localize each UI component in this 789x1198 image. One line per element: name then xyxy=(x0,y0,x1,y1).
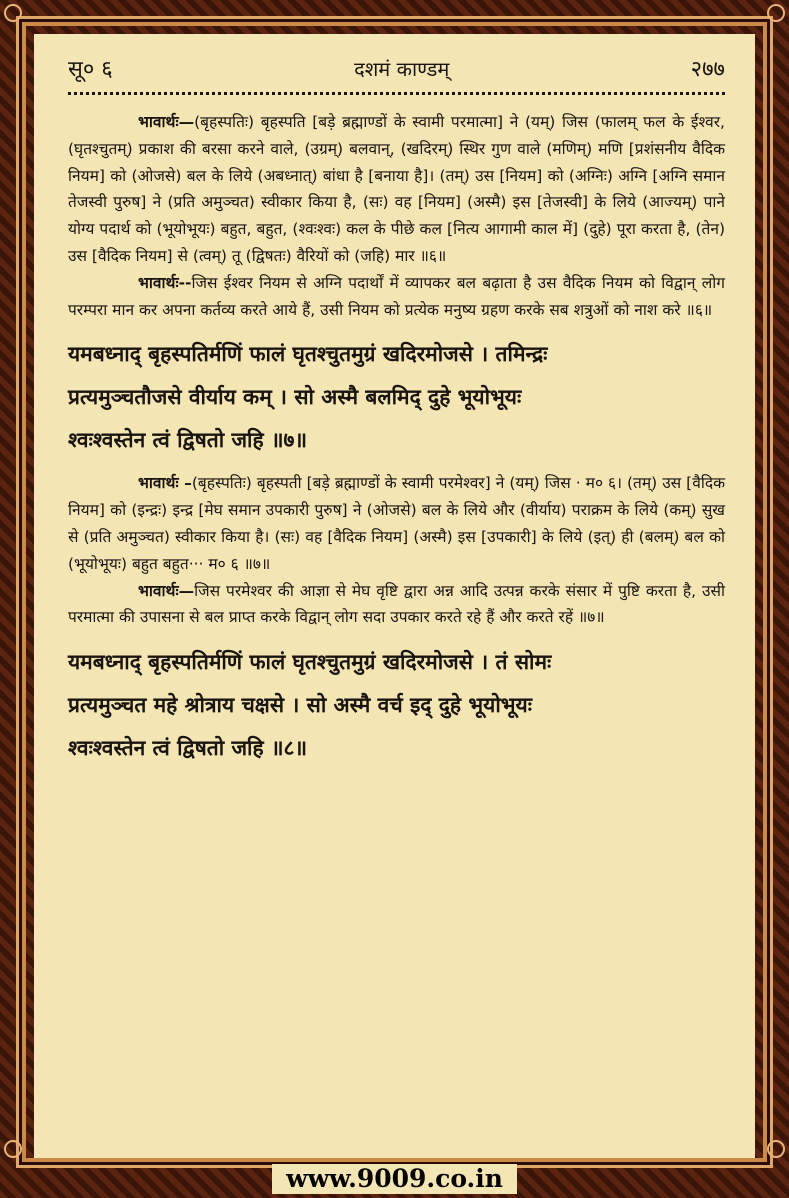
book-page xyxy=(34,34,755,1158)
page-number: २७७ xyxy=(690,57,725,82)
bhavartha-label: भावार्थः— xyxy=(138,581,195,600)
page-title: दशमं काण्डम् xyxy=(354,56,450,81)
bhavartha-text: (बृहस्पतिः) बृहस्पति [बड़े ब्रह्माण्डों के स्वामी परमात्मा] ने (यम्) जिस (फालम् फल के ईश्वर, (घृतश्चुतम्) प्रकाश की बरसा करने वाले, (उग्रम्) बलवान्, (खदिरम्) स्थिर गुण वाले (मणिम्) मणि [प्रशंसनीय वैदिक नियम] को (ओजसे) बल के लिये (अबध्नात्) बांधा है [बनाया है]। (तम्) उस [नियम] को (अग्निः) अग्नि [अग्नि समान तेजस्वी पुरुष] ने (प्रति अमुञ्चत) स्वीकार किया है, (सः) वह [नियम] (अस्मै) इस [तेजस्वी] के लिये (आज्यम्) पाने योग्य पदार्थ को (भूयोभूयः) बहुत, बहुत, (श्वःश्वः) कल के पीछे कल [नित्य आगामी काल में] (दुहे) पूरा करता है, (तेन) उस [वैदिक नियम] से (त्वम्) तू (द्विषतः) वैरियों को (जहि) मार ॥६॥ xyxy=(68,113,725,265)
verse-line: श्वःश्वस्तेन त्वं द्विषतो जहि ॥८॥ xyxy=(68,736,308,761)
page-header xyxy=(68,52,725,84)
bhavartha-label: भावार्थः— xyxy=(138,113,195,131)
bhavartha-paragraph xyxy=(68,109,725,270)
website-link[interactable]: www.9009.co.in xyxy=(272,1164,517,1194)
bhavartha-paragraph xyxy=(68,578,725,632)
mantra-7 xyxy=(68,333,725,462)
bhavartha-text: (बृहस्पतिः) बृहस्पती [बड़े ब्रह्माण्डों के स्वामी परमेश्वर] ने (यम्) जिस · म० ६। (तम्) उस [वैदिक नियम] को (इन्द्रः) इन्द्र [मेघ समान उपकारी पुरुष] ने (ओजसे) बल के लिये और (वीर्याय) पराक्रम के लिये (कम्) सुख से (प्रति अमुञ्चत) स्वीकार किया है। (सः) वह [वैदिक नियम] (अस्मै) इस [उपकारी] के लिये (इत्) ही (बलम्) बल को (भूयोभूयः) बहुत बहुत··· म० ६ ॥७॥ xyxy=(68,474,725,573)
verse-line: प्रत्यमुञ्चतौजसे वीर्याय कम् । सो अस्मै बलमिद् दुहे भूयोभूयः xyxy=(68,385,522,410)
verse-line: यमबध्नाद् बृहस्पतिर्मणिं फालं घृतश्चुतमुग्रं खदिरमोजसे । तं सोमः xyxy=(68,650,552,675)
header-rule xyxy=(68,92,725,95)
mantra-8 xyxy=(68,641,725,770)
bhavartha-label: भावार्थः-- xyxy=(138,273,192,292)
verse-line: प्रत्यमुञ्चत महे श्रोत्राय चक्षसे । सो अस्मै वर्च इद् दुहे भूयोभूयः xyxy=(68,693,532,718)
corner-ornament-icon xyxy=(767,1140,785,1158)
bhavartha-paragraph xyxy=(68,470,725,577)
verse-line: यमबध्नाद् बृहस्पतिर्मणिं फालं घृतश्चुतमुग्रं खदिरमोजसे । तमिन्द्रः xyxy=(68,342,548,367)
bhavartha-label: भावार्थः – xyxy=(138,474,192,493)
bhavartha-paragraph xyxy=(68,270,725,324)
footer xyxy=(0,1160,789,1198)
verse-line: श्वःश्वस्तेन त्वं द्विषतो जहि ॥७॥ xyxy=(68,428,308,453)
corner-ornament-icon xyxy=(767,4,785,22)
bhavartha-text: जिस ईश्वर नियम से अग्नि पदार्थों में व्यापकर बल बढ़ाता है उस वैदिक नियम को विद्वान् लोग परम्परा मान कर अपना कर्तव्य करते आये हैं, उसी नियम को प्रत्येक मनुष्य ग्रहण करके सब शत्रुओं को नाश करे ॥६॥ xyxy=(68,273,725,319)
sukta-number: सू० ६ xyxy=(68,57,113,82)
bhavartha-text: जिस परमेश्वर की आज्ञा से मेघ वृष्टि द्वारा अन्न आदि उत्पन्न करके संसार में पुष्टि करता है, उसी परमात्मा की उपासना से बल प्राप्त करके विद्वान् लोग सदा उपकार करते रहे हैं और करते रहें ॥७॥ xyxy=(68,581,725,627)
corner-ornament-icon xyxy=(4,4,22,22)
corner-ornament-icon xyxy=(4,1140,22,1158)
